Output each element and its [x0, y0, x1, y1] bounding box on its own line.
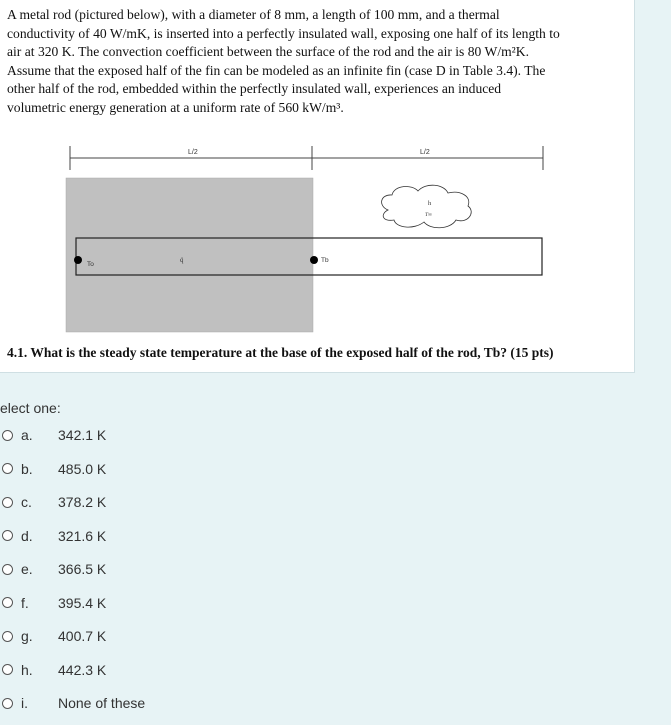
problem-line: conductivity of 40 W/mK, is inserted into a perfectly insulated wall, exposing one half of its length to: [7, 25, 560, 41]
rod-diagram: [60, 140, 560, 336]
option-f[interactable]: [0, 592, 220, 614]
option-g[interactable]: [0, 625, 220, 647]
to-label: To: [87, 261, 94, 268]
q-generation-label: q̇: [180, 256, 184, 264]
option-i[interactable]: [0, 692, 220, 714]
tb-point-marker: [310, 256, 318, 264]
insulated-wall: [66, 178, 313, 332]
radio-button[interactable]: [2, 497, 13, 508]
problem-line: other half of the rod, embedded within the perfectly insulated wall, experiences an induced: [7, 81, 502, 96]
option-b[interactable]: [0, 458, 220, 480]
option-value: 321.6 K: [58, 527, 107, 544]
option-letter: h.: [21, 661, 33, 678]
option-letter: d.: [21, 527, 33, 544]
to-point-marker: [74, 256, 82, 264]
option-letter: e.: [21, 561, 33, 577]
select-one-label: elect one:: [0, 400, 61, 416]
problem-statement: [7, 6, 625, 117]
cloud-icon: [382, 185, 472, 228]
radio-button[interactable]: [2, 463, 13, 474]
option-e[interactable]: [0, 558, 220, 580]
tb-label: Tb: [321, 257, 329, 264]
problem-line: Assume that the exposed half of the fin can be modeled as an infinite fin (case D in Table 3.4). The: [7, 62, 546, 78]
subquestion-text: 4.1. What is the steady state temperature at the base of the exposed half of the rod, Tb? (15 pts): [7, 345, 554, 360]
radio-button[interactable]: [2, 430, 13, 441]
option-value: 342.1 K: [58, 427, 107, 443]
problem-line: A metal rod (pictured below), with a diameter of 8 mm, a length of 100 mm, and a thermal: [7, 7, 500, 22]
radio-button[interactable]: [2, 564, 13, 575]
option-value: 400.7 K: [58, 628, 107, 644]
option-letter: c.: [21, 494, 32, 510]
problem-line: volumetric energy generation at a uniform rate of 560 kW/m³.: [7, 99, 344, 115]
option-value: 485.0 K: [58, 460, 107, 477]
left-dimension-label: L/2: [188, 149, 198, 156]
option-letter: b.: [21, 460, 33, 477]
option-value: None of these: [58, 695, 146, 711]
option-letter: i.: [21, 695, 28, 711]
option-d[interactable]: [0, 525, 220, 547]
question-card: [0, 0, 635, 373]
option-c[interactable]: [0, 491, 220, 513]
problem-line: air at 320 K. The convection coefficient between the surface of the rod and the air is 80 W/m²K.: [7, 44, 529, 59]
option-letter: a.: [21, 427, 33, 443]
option-a[interactable]: [0, 424, 220, 446]
radio-button[interactable]: [2, 597, 13, 608]
option-value: 378.2 K: [58, 494, 107, 510]
radio-button[interactable]: [2, 631, 13, 642]
h-label: h: [428, 200, 432, 207]
option-value: 442.3 K: [58, 661, 107, 678]
option-letter: g.: [21, 628, 33, 644]
option-value: 366.5 K: [58, 561, 107, 577]
radio-button[interactable]: [2, 664, 13, 675]
option-h[interactable]: [0, 659, 220, 681]
right-dimension-label: L/2: [420, 149, 430, 156]
t-infinity-label: T∞: [425, 212, 432, 218]
radio-button[interactable]: [2, 530, 13, 541]
radio-button[interactable]: [2, 698, 13, 709]
option-letter: f.: [21, 594, 29, 611]
option-value: 395.4 K: [58, 594, 107, 611]
